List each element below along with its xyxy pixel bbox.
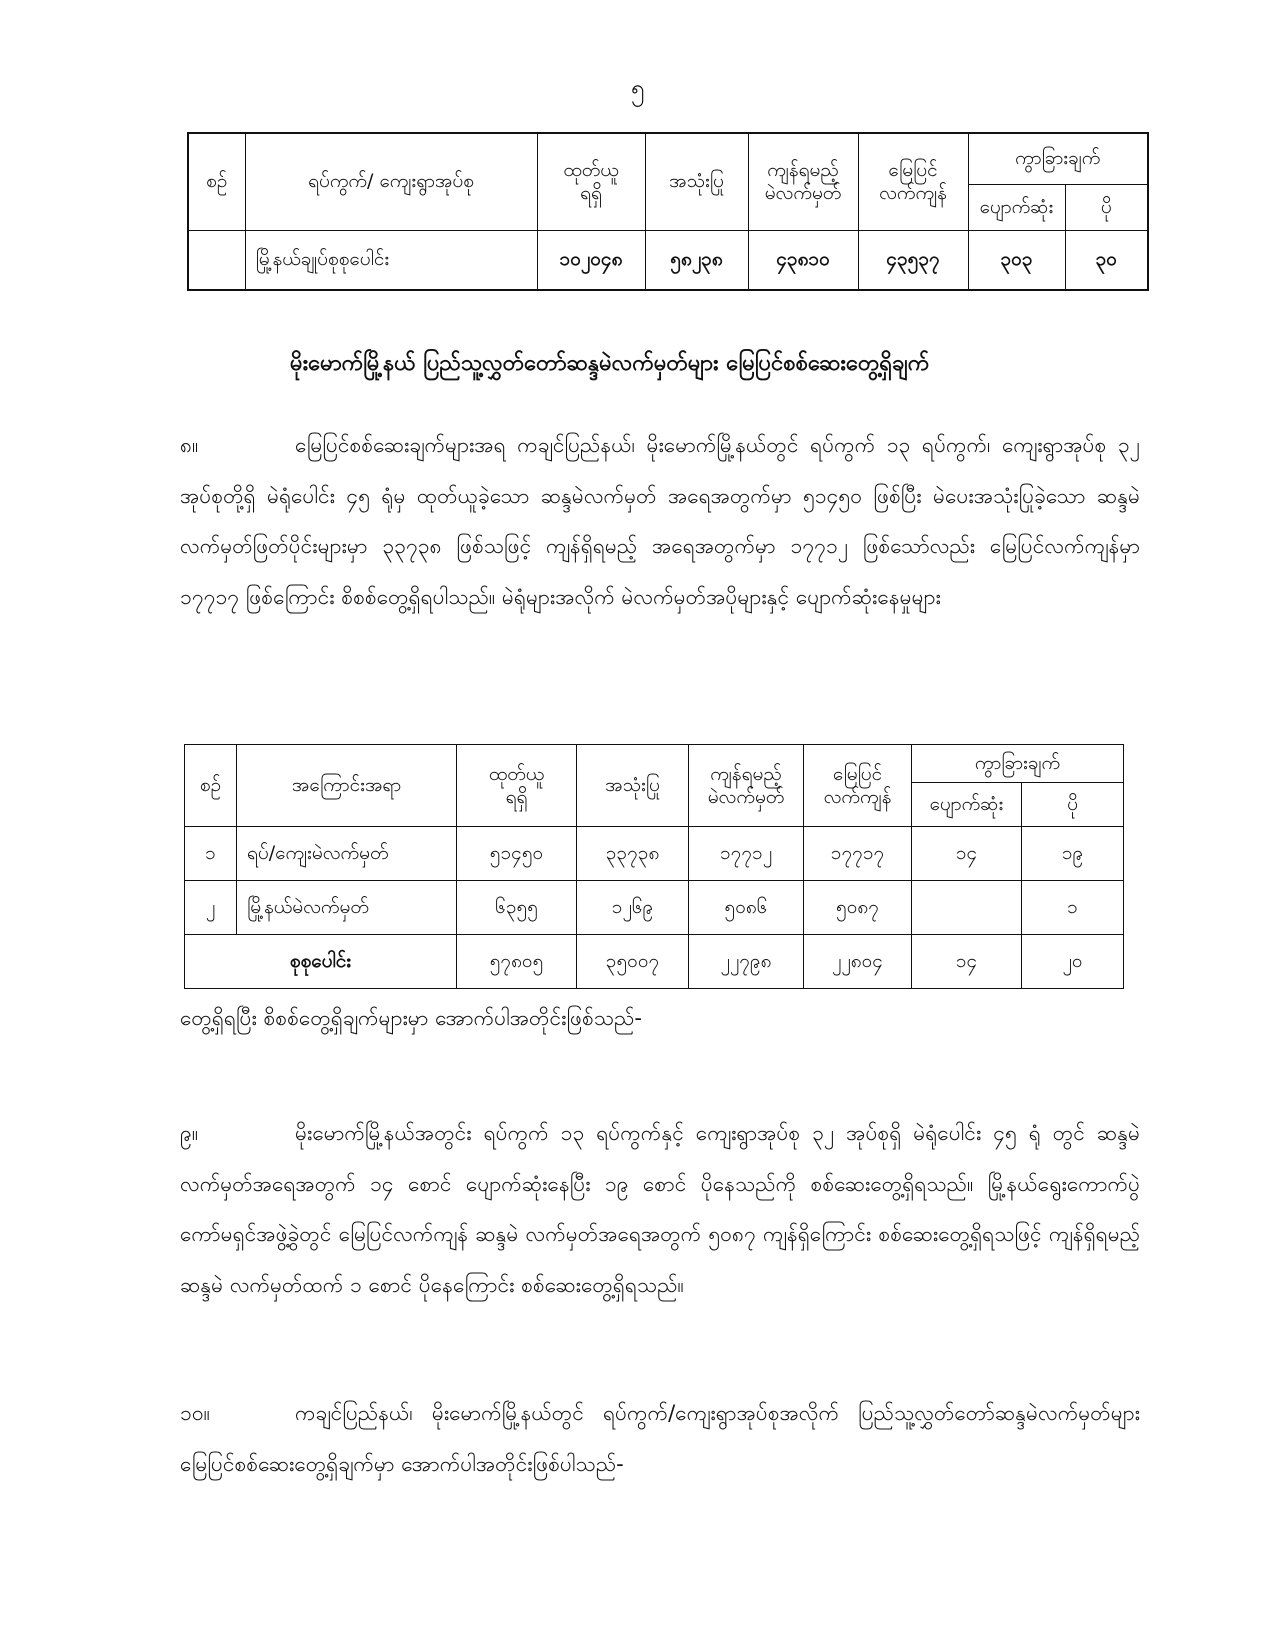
paragraph-number: ၁၀။ [180, 1401, 210, 1425]
ballot-breakdown-table [184, 744, 1124, 989]
header-ward: ရပ်ကွက်/ ကျေးရွာအုပ်စု [245, 133, 537, 230]
cell-lost: ၃၀၃ [968, 230, 1065, 290]
paragraph-text: မိုးမောက်မြို့နယ်အတွင်း ရပ်ကွက် ၁၃ ရပ်ကွက်နှင့် ကျေးရွာအုပ်စု ၃၂ အုပ်စုရှိ မဲရုံပေါင်း ၄၅ ရုံ တွင် ဆန္ဒမဲလက်မှတ်အရေအတွက် ၁၄ စောင် ပျောက်ဆုံးနေပြီး ၁၉ စောင် ပိုနေသည်ကို စစ်ဆေးတွေ့ရှိရသည်။ မြို့နယ်ရွေးကောက်ပွဲကော်မရှင်အဖွဲ့ခွဲတွင် မြေပြင်လက်ကျန် ဆန္ဒမဲ လက်မှတ်အရေအတွက် ၅၀၈၇ ကျန်ရှိကြောင်း စစ်ဆေးတွေ့ရှိရသဖြင့် ကျန်ရှိရမည့် ဆန္ဒမဲ လက်မှတ်ထက် ၁ စောင် ပိုနေကြောင်း စစ်ဆေးတွေ့ရှိရသည်။ [180, 1121, 1140, 1297]
header-excess: ပို [1065, 184, 1148, 230]
paragraph-9 [180, 1108, 1140, 1310]
total-remaining: ၂၂၇၉၈ [689, 935, 804, 989]
header-difference: ကွာခြားချက် [968, 133, 1148, 184]
cell-issued: ၅၁၄၅၀ [457, 827, 577, 881]
paragraph-number: ၈။ [180, 433, 199, 457]
cell-reason: ရပ်/ကျေးမဲလက်မှတ် [237, 827, 457, 881]
cell-lost [912, 881, 1022, 935]
cell-excess: ၁ [1022, 881, 1124, 935]
paragraph-text: မြေပြင်စစ်ဆေးချက်များအရ ကချင်ပြည်နယ်၊ မိုးမောက်မြို့နယ်တွင် ရပ်ကွက် ၁၃ ရပ်ကွက်၊ ကျေးရွာအုပ်စု ၃၂ အုပ်စုတို့ရှိ မဲရုံပေါင်း ၄၅ ရုံမှ ထုတ်ယူခဲ့သော ဆန္ဒမဲလက်မှတ် အရေအတွက်မှာ ၅၁၄၅၀ ဖြစ်ပြီး မဲပေးအသုံးပြုခဲ့သော ဆန္ဒမဲလက်မှတ်ဖြတ်ပိုင်းများမှာ ၃၃၇၃၈ ဖြစ်သဖြင့် ကျန်ရှိရမည့် အရေအတွက်မှာ ၁၇၇၁၂ ဖြစ်သော်လည်း မြေပြင်လက်ကျန်မှာ ၁၇၇၁၇ ဖြစ်ကြောင်း စိစစ်တွေ့ရှိရပါသည်။ မဲရုံများအလိုက် မဲလက်မှတ်အပိုများနှင့် ပျောက်ဆုံးနေမှုများ [180, 433, 1140, 609]
header-issued: ထုတ်ယူ ရရှိ [537, 133, 645, 230]
total-issued: ၅၇၈၀၅ [457, 935, 577, 989]
cell-used: ၃၃၇၃၈ [577, 827, 689, 881]
header-no: စဉ် [188, 133, 245, 230]
paragraph-8 [180, 420, 1140, 622]
table-row [188, 230, 1148, 290]
cell-actual-remaining: ၅၀၈၇ [804, 881, 912, 935]
paragraph-text: ကချင်ပြည်နယ်၊ မိုးမောက်မြို့နယ်တွင် ရပ်ကွက်/ကျေးရွာအုပ်စုအလိုက် ပြည်သူ့လွှတ်တော်ဆန္ဒမဲလက်မှတ်များ မြေပြင်စစ်ဆေးတွေ့ရှိချက်မှာ အောက်ပါအတိုင်းဖြစ်ပါသည်- [180, 1401, 1140, 1476]
header-used: အသုံးပြု [577, 745, 689, 827]
cell-no: ၂ [185, 881, 237, 935]
section-heading: မိုးမောက်မြို့နယ် ပြည်သူ့လွှတ်တော်ဆန္ဒမဲလက်မှတ်များ မြေပြင်စစ်ဆေးတွေ့ရှိချက် [290, 351, 930, 376]
table-caption: တွေ့ရှိရပြီး စိစစ်တွေ့ရှိချက်များမှာ အောက်ပါအတိုင်းဖြစ်သည်- [180, 1006, 642, 1030]
cell-used: ၅၈၂၃၈ [645, 230, 748, 290]
header-issued: ထုတ်ယူ ရရှိ [457, 745, 577, 827]
cell-actual-remaining: ၁၇၇၁၇ [804, 827, 912, 881]
cell-used: ၁၂၆၉ [577, 881, 689, 935]
total-excess: ၂၀ [1022, 935, 1124, 989]
cell-actual-remaining: ၄၃၅၃၇ [858, 230, 968, 290]
header-remaining: ကျန်ရမည့် မဲလက်မှတ် [748, 133, 858, 230]
header-actual-remaining: မြေပြင် လက်ကျန် [858, 133, 968, 230]
cell-remaining: ၅၀၈၆ [689, 881, 804, 935]
header-remaining: ကျန်ရမည့် မဲလက်မှတ် [689, 745, 804, 827]
total-used: ၃၅၀၀၇ [577, 935, 689, 989]
header-lost: ပျောက်ဆုံး [912, 783, 1022, 827]
cell-issued: ၆၃၅၅ [457, 881, 577, 935]
cell-remaining: ၄၃၈၁၀ [748, 230, 858, 290]
cell-no: ၁ [185, 827, 237, 881]
header-no: စဉ် [185, 745, 237, 827]
total-row [185, 935, 1124, 989]
table-row [185, 881, 1124, 935]
paragraph-10 [180, 1388, 1140, 1489]
township-summary-table [187, 132, 1149, 291]
total-actual-remaining: ၂၂၈၀၄ [804, 935, 912, 989]
header-reason: အကြောင်းအရာ [237, 745, 457, 827]
table-row [185, 827, 1124, 881]
cell-no [188, 230, 245, 290]
cell-excess: ၁၉ [1022, 827, 1124, 881]
header-excess: ပို [1022, 783, 1124, 827]
cell-ward: မြို့နယ်ချုပ်စုစုပေါင်း [245, 230, 537, 290]
cell-remaining: ၁၇၇၁၂ [689, 827, 804, 881]
header-difference: ကွာခြားချက် [912, 745, 1124, 783]
cell-issued: ၁၀၂၀၄၈ [537, 230, 645, 290]
header-actual-remaining: မြေပြင် လက်ကျန် [804, 745, 912, 827]
header-used: အသုံးပြု [645, 133, 748, 230]
cell-reason: မြို့နယ်မဲလက်မှတ် [237, 881, 457, 935]
page-number: ၅ [630, 74, 645, 102]
total-lost: ၁၄ [912, 935, 1022, 989]
paragraph-number: ၉။ [180, 1121, 199, 1145]
cell-lost: ၁၄ [912, 827, 1022, 881]
header-lost: ပျောက်ဆုံး [968, 184, 1065, 230]
total-label: စုစုပေါင်း [185, 935, 457, 989]
cell-excess: ၃၀ [1065, 230, 1148, 290]
